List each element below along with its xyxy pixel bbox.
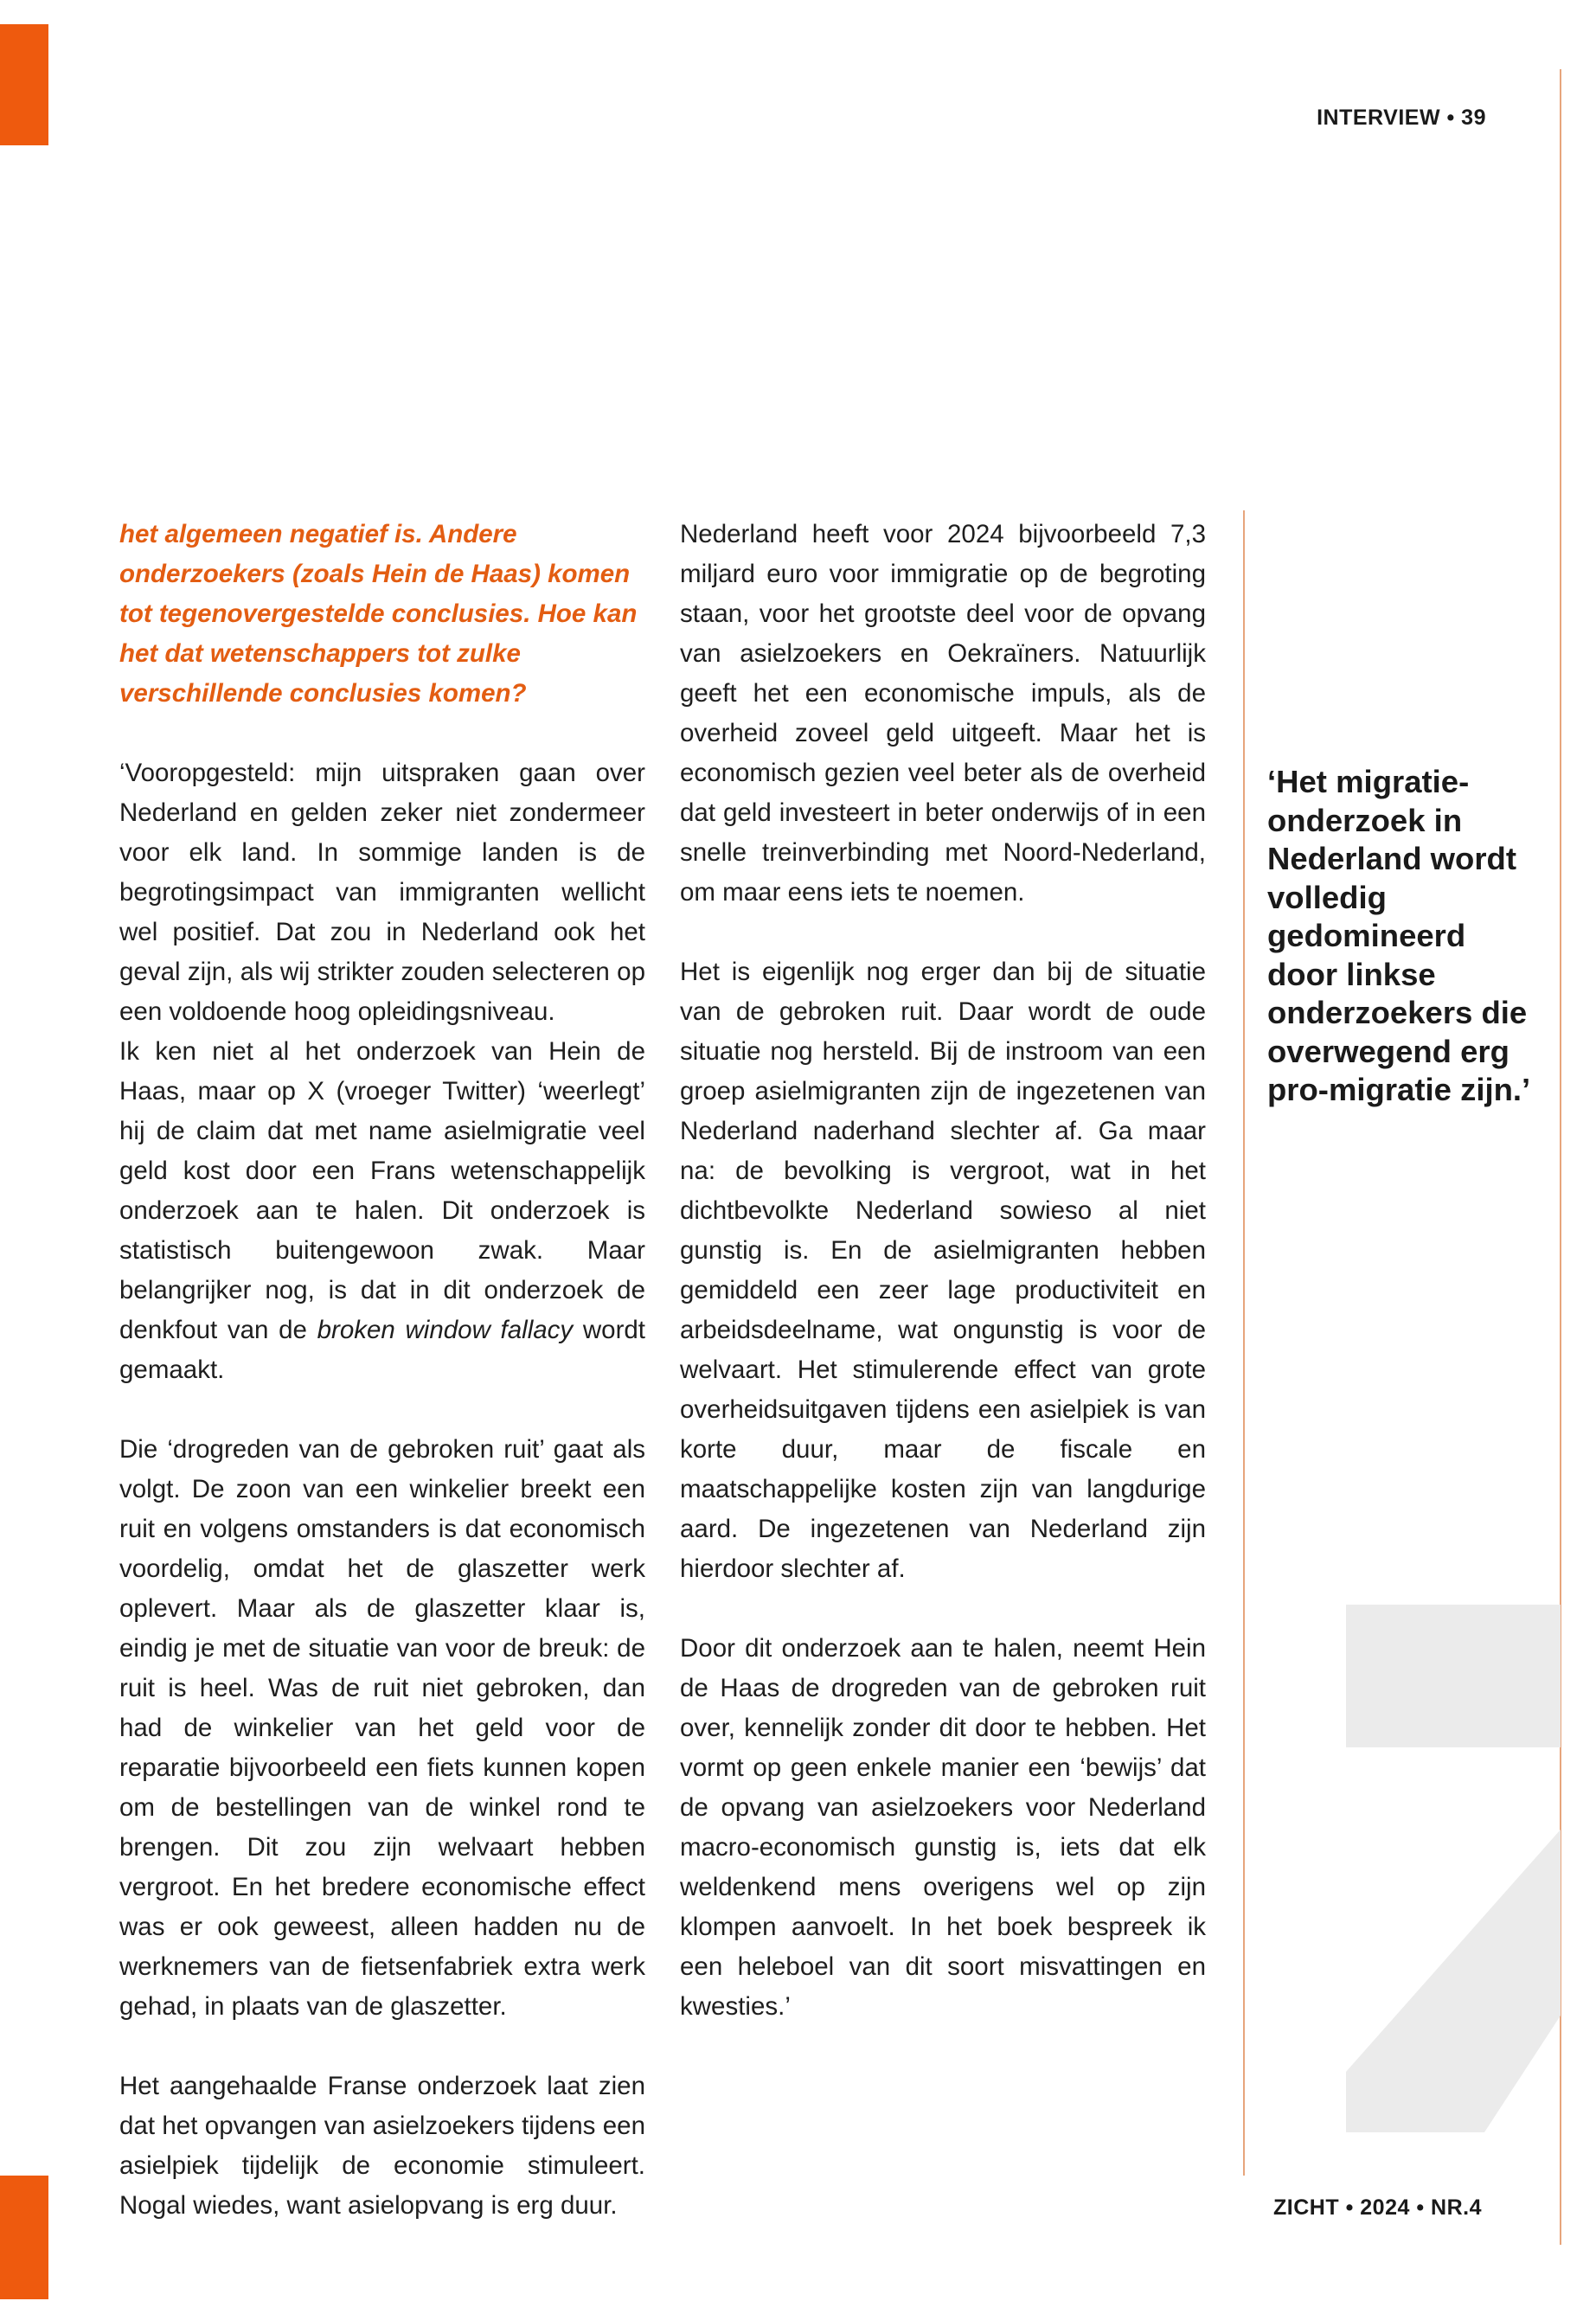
fallacy-term: broken window fallacy (317, 1316, 574, 1344)
article-paragraph: Door dit onderzoek aan te halen, neemt Hein de Haas de drogreden van de gebroken ruit over, kennelijk zonder dit door te hebben. Het vormt op geen enkele manier een ‘bewijs’ dat de opvang van asielzoekers voor Nederland macro-economisch gunstig is, iets dat elk weldenkend mens overigens wel op zijn klompen aanvoelt. In het boek bespreek ik een heleboel van dit soort misvattingen en kwesties.’ (680, 1634, 1206, 2021)
pull-quote: ‘Het migratieonderzoek in Nederland wordt volledig gedomineerd door linkse onderzoekers die overwegend erg pro-migratie zijn.’ (1267, 764, 1531, 1107)
article-paragraph: Het aangehaalde Franse onderzoek laat zien dat het opvangen van asielzoekers tijdens een asielpiek tijdelijk de economie stimuleert. Nogal wiedes, want asielopvang is erg duur. (119, 2072, 645, 2220)
article-paragraph: Het is eigenlijk nog erger dan bij de situatie van de gebroken ruit. Daar wordt de oude situatie nog hersteld. Bij de instroom van een groep asielmigranten zijn de ingezetenen van Nederland naderhand slechter af. Ga maar na: de bevolking is vergroot, wat in het dichtbevolkte Nederland sowieso al niet gunstig is. En de asielmigranten hebben gemiddeld een zeer lage productiviteit en arbeidsdeelname, wat ongunstig is voor de welvaart. Het stimulerende effect van grote overheidsuitgaven tijdens een asielpiek is van korte duur, maar de fiscale en maatschappelijke kosten zijn van langdurige aard. De ingezetenen van Nederland zijn hierdoor slechter af. (680, 958, 1206, 1583)
article-paragraph: Nederland heeft voor 2024 bijvoorbeeld 7,3 miljard euro voor immigratie op de begroting staan, voor het grootste deel voor de opvang van asielzoekers en Oekraïners. Natuurlijk geeft het een economische impuls, als de overheid zoveel geld uitgeeft. Maar het is economisch gezien veel beter als de overheid dat geld investeert in beter onderwijs of in een snelle treinverbinding met Noord-Nederland, om maar eens iets te noemen. (680, 520, 1206, 907)
article-paragraph: ‘Vooropgesteld: mijn uitspraken gaan over Nederland en gelden zeker niet zondermeer voor elk land. In sommige landen is de begrotingsimpact van immigranten wellicht wel positief. Dat zou in Nederland ook het geval zijn, als wij strikter zouden selecteren op een voldoende hoog opleidingsniveau. (119, 759, 645, 1026)
article-column-middle (680, 515, 1206, 2027)
article-paragraph: Die ‘drogreden van de gebroken ruit’ gaat als volgt. De zoon van een winkelier breekt een ruit en volgens omstanders is dat economisch voordelig, omdat het de glaszetter werk oplevert. Maar als de glaszetter klaar is, eindig je met de situatie van voor de breuk: de ruit is heel. Was de ruit niet gebroken, dan had de winkelier van het geld voor de reparatie bijvoorbeeld een fiets kunnen kopen om de bestellingen van de winkel rond te brengen. Dit zou zijn welvaart hebben vergroot. En het bredere economische effect was er ook geweest, alleen hadden nu de werknemers van de fietsenfabriek extra werk gehad, in plaats van de glaszetter. (119, 1435, 645, 2021)
article-paragraph (119, 1032, 645, 1390)
running-footer: ZICHT • 2024 • NR.4 (1273, 2195, 1482, 2220)
article-column-left (119, 515, 645, 2226)
decorative-z-diagonal (1346, 1830, 1561, 2132)
pull-quote-rule (1243, 510, 1245, 2176)
running-header: INTERVIEW • 39 (1317, 106, 1486, 130)
article-paragraph-tail: wordt gemaakt. (119, 1316, 646, 1384)
decorative-z-shape (1346, 1605, 1561, 2132)
decorative-z-top-band (1346, 1605, 1561, 1747)
interview-question: het algemeen negatief is. Andere onderzoekers (zoals Hein de Haas) komen tot tegenovergestelde conclusies. Hoe kan het dat wetenschappers tot zulke verschillende conclusies komen? (119, 520, 638, 708)
article-paragraph-text: Ik ken niet al het onderzoek van Hein de Haas, maar op X (vroeger Twitter) ‘weerlegt’ hij de claim dat met name asielmigratie veel geld kost door een Frans wetenschappelijk onderzoek aan te halen. Dit onderzoek is statistisch buitengewoon zwak. Maar belangrijker nog, is dat in dit onderzoek de denkfout van de (119, 1037, 645, 1344)
accent-bar-bottom (0, 2176, 48, 2299)
accent-bar-top (0, 24, 48, 145)
